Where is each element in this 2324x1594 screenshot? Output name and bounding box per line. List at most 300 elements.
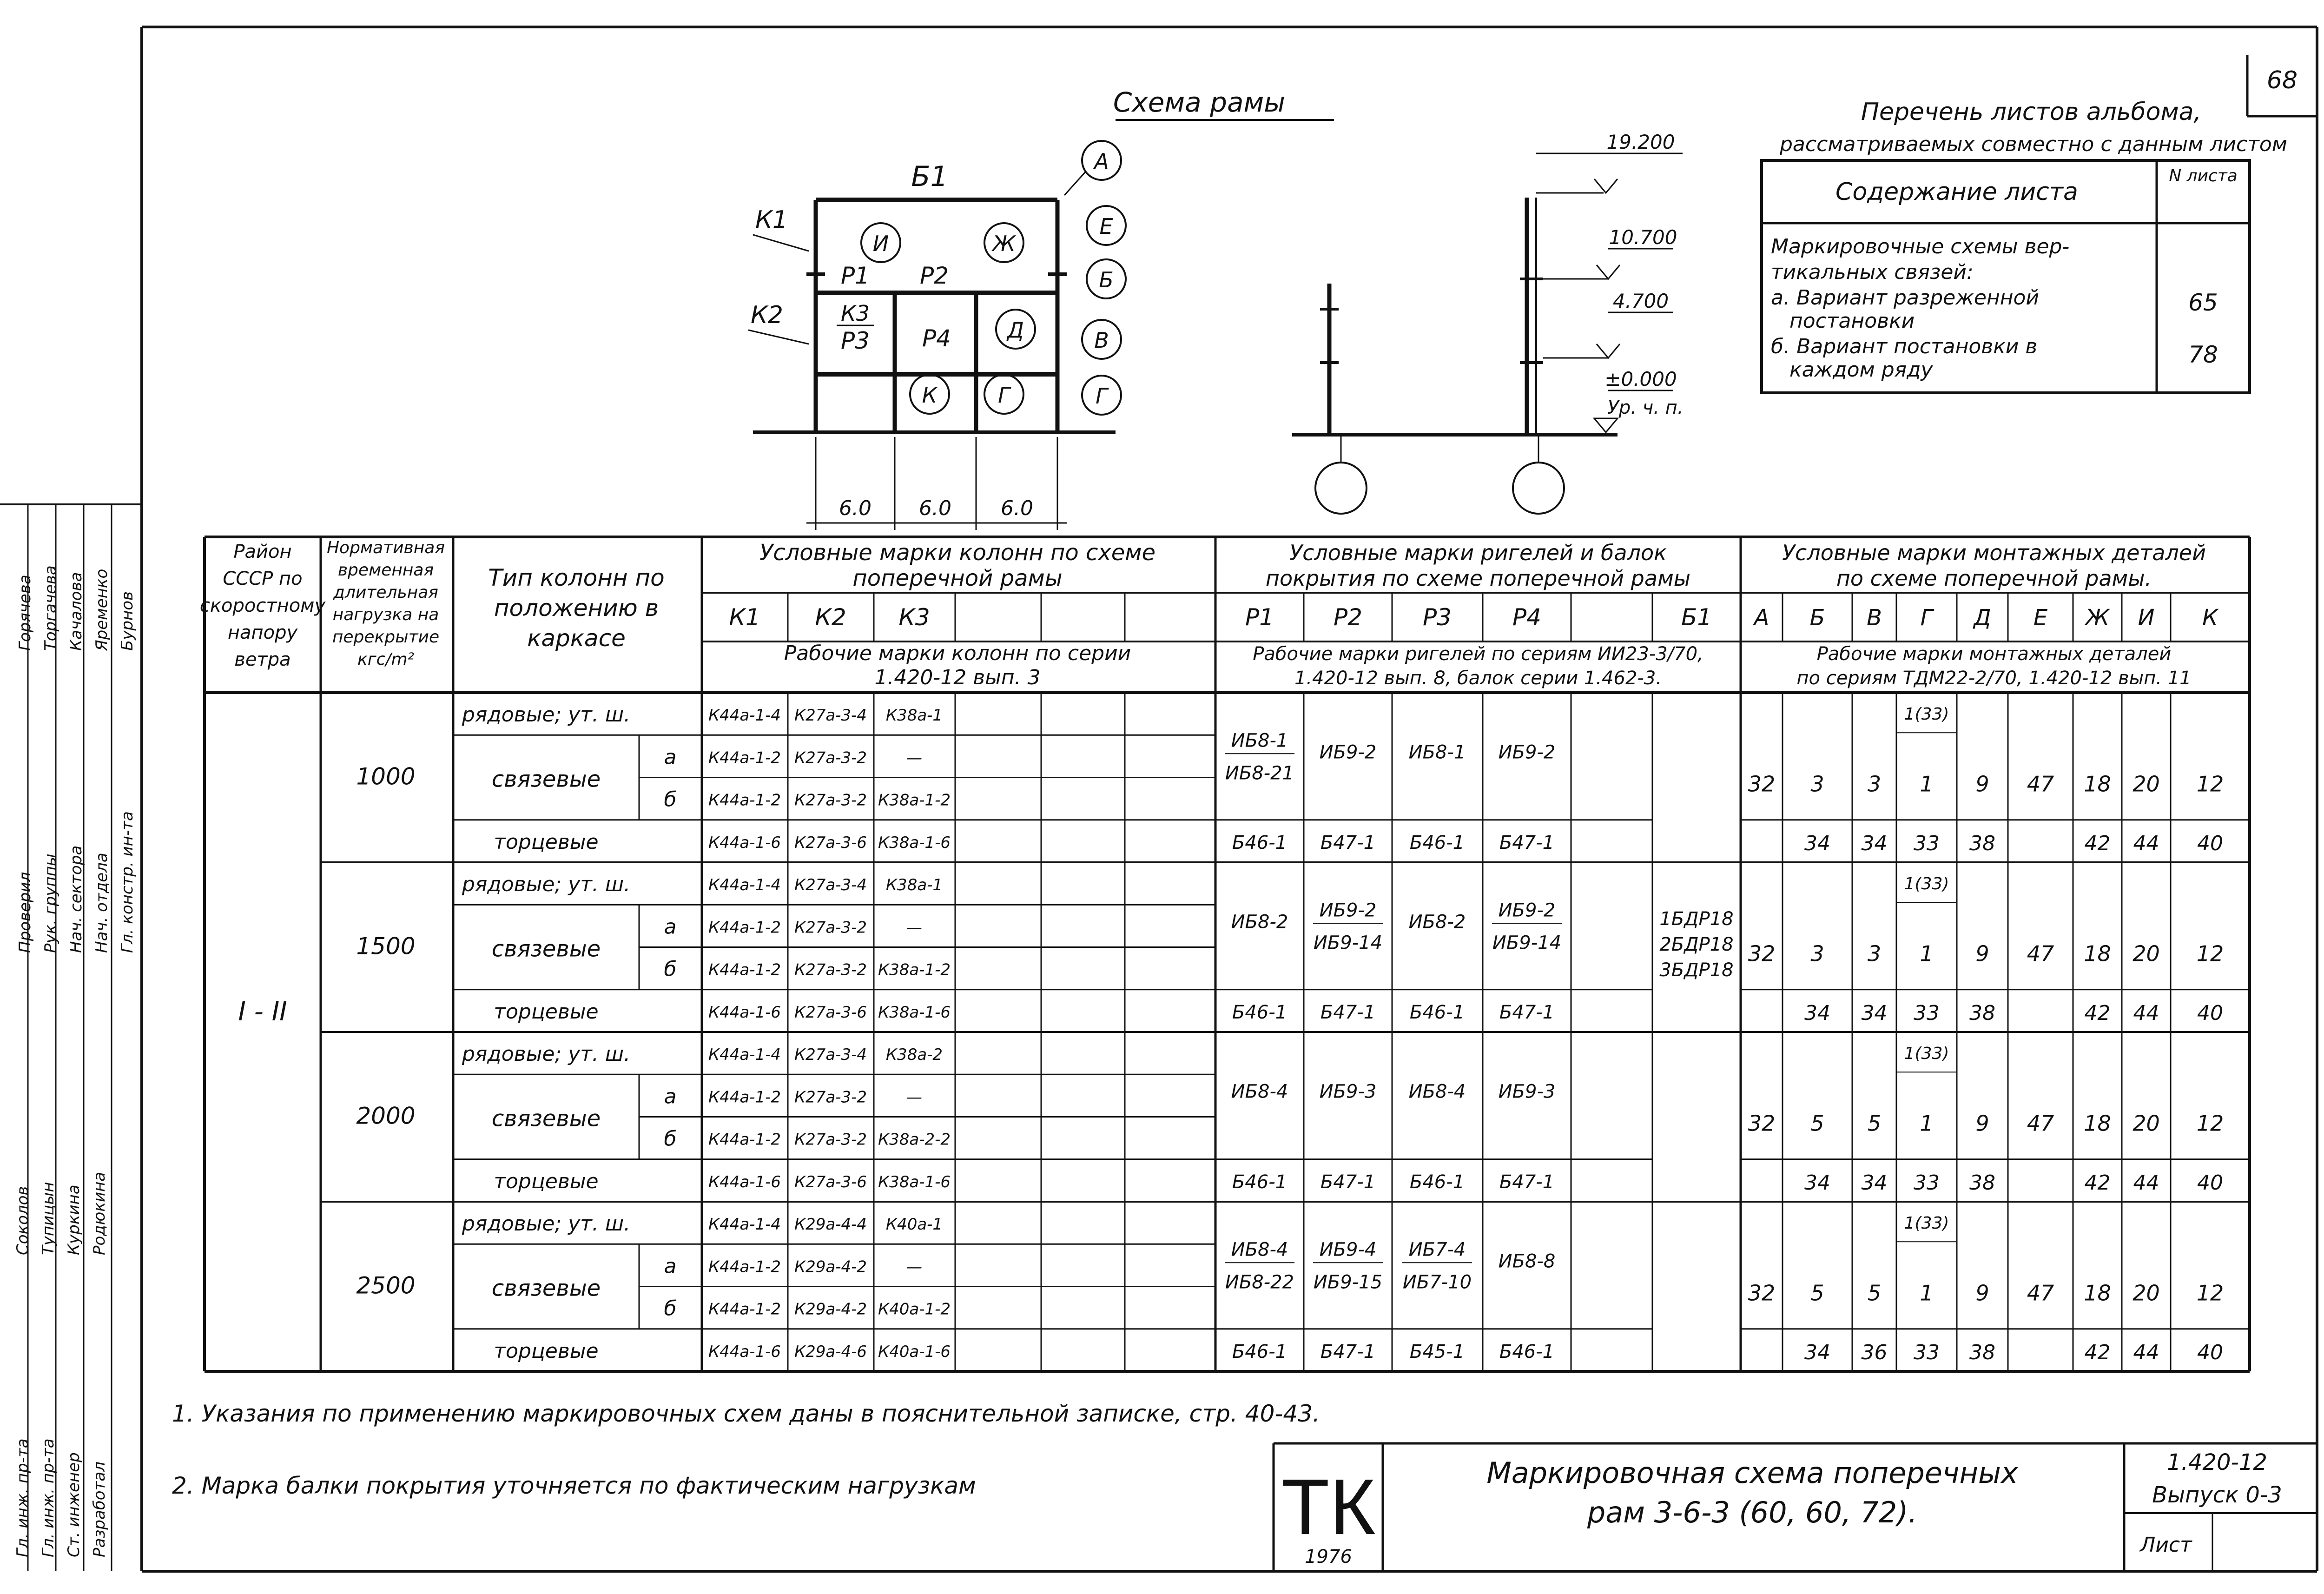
detail-mark: 18	[2084, 941, 2111, 966]
row-type-torc: торцевые	[494, 1169, 599, 1193]
svg-text:В: В	[1094, 328, 1109, 353]
load-value: 2500	[356, 1272, 416, 1299]
stamp-name-2: Родюкина	[90, 1171, 109, 1255]
sheet-list-title-1: Перечень листов альбома,	[1861, 98, 2202, 126]
rigel-torc-mark: Б47-1	[1499, 1171, 1555, 1193]
column-mark: —	[906, 748, 922, 767]
sheet-list-col-content: Содержание листа	[1835, 178, 2078, 206]
rigel-torc-mark: Б47-1	[1320, 1001, 1376, 1023]
header-rigel-key: Б1	[1681, 604, 1712, 631]
axis-circle-a	[1064, 141, 1121, 195]
detail-torc-mark: 40	[2197, 1001, 2223, 1025]
column-mark: К40а-1	[885, 1215, 943, 1234]
column-mark: К29а-4-2	[794, 1300, 867, 1319]
detail-mark: 12	[2196, 1111, 2224, 1136]
detail-mark: 1	[1920, 1111, 1934, 1136]
column-mark: К44а-1-2	[708, 918, 781, 937]
detail-torc-mark: 40	[2197, 831, 2223, 855]
column-mark: К44а-1-2	[708, 1088, 781, 1107]
title-block	[1274, 1443, 2317, 1571]
detail-mark: 9	[1975, 1280, 1989, 1306]
detail-torc-mark: 38	[1969, 831, 1995, 855]
column-mark: К27а-3-2	[794, 1130, 867, 1149]
column-mark: —	[906, 1088, 922, 1107]
node-circle-zh	[984, 223, 1023, 262]
column-mark: К44а-1-4	[708, 876, 781, 894]
rigel-mark: ИБ9-2	[1319, 741, 1377, 763]
detail-torc-mark: 33	[1914, 1171, 1940, 1195]
header-region: напору	[227, 622, 298, 643]
variant-b: б	[664, 1127, 677, 1151]
detail-torc-mark: 34	[1804, 831, 1830, 855]
header-column-series: 1.420-12 вып. 3	[874, 666, 1041, 689]
column-mark: К27а-3-2	[794, 791, 867, 810]
row-type-ryad: рядовые; ут. ш.	[462, 1042, 631, 1066]
detail-mark: 20	[2133, 771, 2160, 797]
header-rigel-marks: Условные марки ригелей и балок	[1289, 540, 1667, 565]
rigel-mark: ИБ9-3	[1319, 1081, 1377, 1103]
load-value: 2000	[356, 1102, 416, 1130]
floor-level-label: Ур. ч. п.	[1607, 397, 1684, 418]
header-col-key: К3	[898, 604, 930, 631]
row-type-svyaz: связевые	[491, 1105, 601, 1132]
svg-text:Б: Б	[1099, 267, 1114, 292]
rigel-mark: ИБ8-2	[1408, 911, 1466, 933]
detail-torc-mark: 44	[2133, 831, 2159, 855]
frame-scheme-title: Схема рамы	[1113, 86, 1286, 118]
column-mark: К44а-1-4	[708, 1045, 781, 1064]
variant-b: б	[664, 1296, 677, 1321]
header-column-series: Рабочие марки колонн по серии	[784, 642, 1131, 665]
stamp-name: Яременко	[92, 569, 111, 651]
span-3: 6.0	[1001, 496, 1033, 520]
rigel-mark: ИБ8-4	[1408, 1081, 1466, 1103]
header-load: перекрытие	[332, 628, 440, 647]
header-region: ветра	[234, 649, 291, 670]
rigel-mark: ИБ7-4	[1408, 1239, 1466, 1261]
detail-mark: 20	[2133, 1280, 2160, 1306]
header-load: кгс/m²	[357, 650, 415, 669]
node-circle-d	[996, 310, 1035, 349]
header-rigel-key: Р3	[1423, 604, 1452, 631]
detail-torc-mark: 42	[2084, 1171, 2111, 1195]
detail-torc-mark: 38	[1969, 1171, 1995, 1195]
rigel-torc-mark: Б47-1	[1320, 1171, 1376, 1193]
rigel-label-k3: К3	[841, 301, 870, 326]
detail-mark: 5	[1867, 1280, 1882, 1306]
rigel-label-r1: Р1	[841, 262, 870, 289]
stamp-role-2: Гл. инж. пр-та	[13, 1438, 32, 1557]
rigel-torc-mark: Б47-1	[1320, 1341, 1376, 1363]
header-detail-series: Рабочие марки монтажных деталей	[1816, 643, 2172, 665]
column-mark: К38а-1-6	[878, 1172, 951, 1191]
rigel-mark-lower: ИБ9-14	[1492, 932, 1562, 954]
beam-mark: 2БДР18	[1659, 934, 1734, 955]
sheet-list	[1762, 98, 2287, 393]
axis-circle-b	[1087, 259, 1126, 298]
stamp-role: Рук. группы	[41, 853, 60, 953]
header-detail-series: по сериям ТДМ22-2/70, 1.420-12 вып. 11	[1796, 668, 2192, 689]
rigel-label-r3: Р3	[841, 327, 870, 354]
axis-circle-g	[1082, 376, 1121, 415]
column-mark: К38а-1-2	[878, 791, 951, 810]
header-detail-key: Б	[1809, 605, 1825, 631]
header-column-marks: поперечной рамы	[852, 565, 1063, 591]
column-mark: К27а-3-2	[794, 748, 867, 767]
rigel-mark-lower: ИБ8-21	[1225, 762, 1294, 784]
detail-mark: 3	[1810, 771, 1824, 797]
detail-torc-mark: 44	[2133, 1171, 2159, 1195]
svg-text:Е: Е	[1099, 214, 1113, 239]
variant-b: б	[664, 787, 677, 812]
detail-torc-mark: 42	[2084, 1340, 2111, 1364]
row-type-svyaz: связевые	[491, 766, 601, 793]
column-mark: К38а-1	[885, 706, 943, 725]
axis-circle-v	[1082, 320, 1121, 359]
detail-mark: 5	[1867, 1111, 1882, 1136]
column-mark: К44а-1-6	[708, 833, 781, 852]
page-number: 68	[2266, 66, 2298, 94]
detail-torc-mark: 34	[1861, 831, 1888, 855]
header-load: временная	[337, 561, 434, 580]
detail-torc-mark: 42	[2084, 831, 2111, 855]
header-column-type: Тип колонн по	[488, 564, 665, 591]
header-load: Нормативная	[326, 538, 445, 557]
column-mark: К44а-1-2	[708, 1130, 781, 1149]
column-mark: К44а-1-4	[708, 1215, 781, 1234]
rigel-torc-mark: Б46-1	[1232, 1171, 1287, 1193]
detail-torc-mark: 40	[2197, 1340, 2223, 1364]
detail-torc-mark: 44	[2133, 1340, 2159, 1364]
svg-text:Г: Г	[1096, 384, 1108, 409]
column-mark: К38а-2-2	[878, 1130, 951, 1149]
rigel-mark-lower: ИБ8-22	[1225, 1271, 1294, 1293]
sheet-list-content-5: б. Вариант постановки в	[1771, 335, 2038, 358]
header-rigel-series: Рабочие марки ригелей по сериям ИИ23-3/70,	[1253, 643, 1703, 665]
svg-text:Г: Г	[998, 383, 1010, 408]
detail-mark: 12	[2196, 771, 2224, 797]
rigel-mark: ИБ8-8	[1498, 1250, 1556, 1272]
column-label-k2: К2	[750, 301, 784, 329]
beam-mark: 1БДР18	[1659, 908, 1734, 930]
section-view	[1292, 131, 1684, 514]
column-mark: К38а-2	[885, 1045, 943, 1064]
detail-mark: 9	[1975, 1111, 1989, 1136]
rigel-torc-mark: Б46-1	[1232, 1001, 1287, 1023]
detail-mark: 47	[2027, 941, 2054, 966]
column-mark: —	[906, 918, 922, 937]
column-mark: К40а-1-6	[878, 1342, 951, 1361]
node-circle-k	[910, 375, 949, 414]
detail-mark: 18	[2084, 1280, 2111, 1306]
rigel-mark: ИБ9-2	[1498, 741, 1556, 763]
header-region: СССР по	[223, 568, 303, 589]
rigel-torc-mark: Б46-1	[1232, 832, 1287, 853]
rigel-torc-mark: Б46-1	[1409, 1001, 1465, 1023]
header-rigel-marks: покрытия по схеме поперечной рамы	[1265, 566, 1691, 591]
column-mark: К44а-1-4	[708, 706, 781, 725]
detail-mark: 20	[2133, 941, 2160, 966]
sheet-list-col-sheet: N листа	[2169, 166, 2238, 185]
header-rigel-key: Р1	[1245, 604, 1274, 631]
rigel-mark: ИБ9-2	[1319, 900, 1377, 921]
variant-a: а	[664, 1085, 677, 1109]
detail-torc-mark: 40	[2197, 1171, 2223, 1195]
header-rigel-key: Р4	[1512, 604, 1541, 631]
stamp-name: Горячева	[16, 575, 34, 651]
detail-torc-mark: 34	[1861, 1171, 1888, 1195]
rigel-label-r2: Р2	[920, 262, 949, 289]
svg-text:И: И	[872, 231, 889, 256]
rigel-mark: ИБ8-1	[1231, 730, 1288, 752]
detail-torc-mark: 33	[1914, 831, 1940, 855]
rigel-mark: ИБ8-4	[1231, 1239, 1288, 1261]
load-value: 1000	[356, 763, 416, 790]
column-mark: К44а-1-6	[708, 1342, 781, 1361]
rigel-torc-mark: Б45-1	[1409, 1341, 1465, 1363]
svg-text:А: А	[1094, 149, 1109, 174]
note-1: 1. Указания по применению маркировочных схем даны в пояснительной записке, стр. 40-43.	[172, 1400, 1320, 1427]
approval-stamp	[0, 504, 142, 1571]
rigel-mark-lower: ИБ9-14	[1313, 932, 1383, 954]
header-rigel-key: Р2	[1334, 604, 1362, 631]
stamp-name-2: Куркина	[65, 1184, 83, 1255]
header-column-type: каркасе	[527, 625, 626, 652]
detail-mark: 32	[1748, 1111, 1776, 1136]
stamp-name: Торгачева	[41, 565, 60, 651]
stamp-role-2: Ст. инженер	[65, 1452, 83, 1557]
rigel-label-r4: Р4	[922, 325, 951, 352]
header-load: длительная	[333, 583, 438, 602]
variant-a: а	[664, 745, 677, 769]
rigel-torc-mark: Б47-1	[1499, 1001, 1555, 1023]
detail-mark: 47	[2027, 1280, 2054, 1306]
detail-mark: 9	[1975, 941, 1989, 966]
row-type-ryad: рядовые; ут. ш.	[462, 1212, 631, 1236]
stamp-role: Нач. отдела	[92, 853, 111, 953]
detail-torc-mark: 36	[1861, 1340, 1888, 1364]
header-detail-key: Е	[2033, 605, 2048, 631]
rigel-torc-mark: Б46-1	[1409, 832, 1465, 853]
series-label: 1.420-12	[2167, 1449, 2267, 1475]
header-col-key: К1	[729, 604, 760, 631]
sheet-label: Лист	[2140, 1533, 2192, 1557]
header-detail-key: К	[2202, 605, 2218, 631]
column-mark: К27а-3-2	[794, 960, 867, 979]
column-mark: К29а-4-6	[794, 1342, 867, 1361]
detail-mark: 5	[1810, 1280, 1824, 1306]
detail-torc-mark: 44	[2133, 1001, 2159, 1025]
title-line-1: Маркировочная схема поперечных	[1486, 1456, 2018, 1490]
column-mark: К40а-1-2	[878, 1300, 951, 1319]
header-column-type: положению в	[494, 595, 659, 622]
sheet-list-content-6: каждом ряду	[1789, 358, 1933, 382]
detail-torc-mark: 34	[1861, 1001, 1888, 1025]
stamp-role-2: Гл. инж. пр-та	[39, 1438, 58, 1557]
title-line-2: рам 3-6-3 (60, 60, 72).	[1587, 1495, 1918, 1529]
beam-label: Б1	[911, 160, 948, 193]
elevation-zero: ±0.000	[1604, 368, 1677, 390]
column-mark: К38а-1	[885, 876, 943, 894]
row-type-ryad: рядовые; ут. ш.	[462, 873, 631, 896]
column-mark: К29а-4-2	[794, 1257, 867, 1277]
column-mark: К29а-4-4	[794, 1215, 867, 1234]
sheet-list-content-1: Маркировочные схемы вер-	[1771, 235, 2070, 258]
rigel-mark: ИБ9-2	[1498, 900, 1556, 921]
detail-mark: 3	[1867, 771, 1882, 797]
rigel-mark: ИБ8-2	[1231, 911, 1288, 933]
header-detail-key: Г	[1920, 605, 1933, 631]
sheet-list-title-2: рассматриваемых совместно с данным листом	[1780, 132, 2287, 156]
stamp-name-2: Соколов	[13, 1186, 32, 1255]
column-mark: К27а-3-4	[794, 706, 867, 725]
sheet-list-sheet-a: 65	[2188, 289, 2218, 316]
rigel-torc-mark: Б46-1	[1499, 1341, 1555, 1363]
column-mark: К44а-1-2	[708, 1257, 781, 1277]
rigel-mark: ИБ8-1	[1408, 741, 1466, 763]
span-2: 6.0	[919, 496, 951, 520]
load-value: 1500	[356, 933, 416, 960]
row-type-svyaz: связевые	[491, 936, 601, 962]
svg-text:К: К	[922, 383, 938, 408]
page-number-box	[2247, 55, 2317, 116]
svg-text:Д: Д	[1007, 317, 1024, 343]
note-2: 2. Марка балки покрытия уточняется по фактическим нагрузкам	[172, 1472, 976, 1499]
row-type-torc: торцевые	[494, 830, 599, 854]
beam-mark: 3БДР18	[1659, 959, 1734, 981]
header-detail-key: В	[1867, 605, 1882, 631]
stamp-role: Проверил	[16, 872, 34, 953]
header-col-key: К2	[815, 604, 846, 631]
elevation-10700: 10.700	[1609, 226, 1677, 249]
stamp-name-2: Тупицын	[39, 1182, 58, 1255]
sheet-list-content-4: постановки	[1789, 309, 1915, 333]
row-type-torc: торцевые	[494, 1339, 599, 1363]
issue-label: Выпуск 0-3	[2152, 1482, 2282, 1508]
detail-torc-mark: 34	[1804, 1171, 1830, 1195]
detail-mark: 47	[2027, 1111, 2054, 1136]
detail-torc-mark: 42	[2084, 1001, 2111, 1025]
rigel-mark: ИБ8-4	[1231, 1081, 1288, 1103]
detail-mark: 32	[1748, 771, 1776, 797]
column-mark: К38а-1-6	[878, 1003, 951, 1022]
stamp-text	[13, 565, 137, 1557]
frame-scheme	[748, 86, 1334, 530]
span-dimensions	[806, 437, 1067, 530]
detail-mark: 3	[1867, 941, 1882, 966]
node-circle-i	[861, 223, 900, 262]
rigel-torc-mark: Б47-1	[1499, 832, 1555, 853]
row-type-ryad: рядовые; ут. ш.	[462, 703, 631, 727]
axis-circle-e	[1087, 206, 1126, 245]
column-mark: К44а-1-2	[708, 748, 781, 767]
detail-mark: 32	[1748, 1280, 1776, 1306]
detail-note: 1(33)	[1904, 705, 1949, 724]
detail-mark: 18	[2084, 771, 2111, 797]
stamp-role: Нач. сектора	[67, 845, 86, 953]
header-detail-marks: по схеме поперечной рамы.	[1836, 566, 2152, 591]
svg-text:Ж: Ж	[992, 231, 1016, 256]
rigel-torc-mark: Б46-1	[1409, 1171, 1465, 1193]
detail-torc-mark: 38	[1969, 1340, 1995, 1364]
header-detail-key: Ж	[2085, 605, 2110, 631]
detail-torc-mark: 34	[1804, 1340, 1830, 1364]
title-year: 1976	[1305, 1546, 1352, 1568]
detail-torc-mark: 33	[1914, 1340, 1940, 1364]
column-mark: —	[906, 1257, 922, 1277]
detail-mark: 20	[2133, 1111, 2160, 1136]
logo-tk: ТК	[1281, 1463, 1376, 1551]
stamp-role: Гл. констр. ин-та	[118, 811, 137, 953]
stamp-role-2: Разработал	[90, 1462, 109, 1557]
elevation-4700: 4.700	[1612, 290, 1669, 312]
column-mark: К44а-1-2	[708, 960, 781, 979]
rigel-torc-mark: Б46-1	[1232, 1341, 1287, 1363]
elevation-19200: 19.200	[1606, 131, 1675, 153]
detail-torc-mark: 34	[1804, 1001, 1830, 1025]
notes	[172, 1400, 1320, 1499]
header-detail-key: И	[2138, 605, 2155, 631]
row-type-torc: торцевые	[494, 999, 599, 1024]
rigel-mark: ИБ9-3	[1498, 1081, 1556, 1103]
variant-b: б	[664, 957, 677, 981]
detail-mark: 12	[2196, 941, 2224, 966]
header-detail-marks: Условные марки монтажных деталей	[1782, 540, 2206, 565]
detail-note: 1(33)	[1904, 1214, 1949, 1233]
column-mark: К38а-1-6	[878, 833, 951, 852]
detail-mark: 32	[1748, 941, 1776, 966]
detail-mark: 1	[1920, 1280, 1934, 1306]
header-region: скоростному	[199, 595, 326, 616]
rigel-torc-mark: Б47-1	[1320, 832, 1376, 853]
rigel-mark-lower: ИБ7-10	[1402, 1271, 1472, 1293]
variant-a: а	[664, 915, 677, 939]
column-mark: К44а-1-2	[708, 791, 781, 810]
column-label-k1: К1	[755, 206, 788, 234]
detail-mark: 1	[1920, 771, 1934, 797]
sheet-list-content-2: тикальных связей:	[1771, 260, 1974, 284]
detail-torc-mark: 33	[1914, 1001, 1940, 1025]
column-mark: К44а-1-2	[708, 1300, 781, 1319]
header-load: нагрузка на	[332, 605, 439, 624]
stamp-name: Бурнов	[118, 591, 137, 651]
header-detail-key: Д	[1974, 605, 1991, 631]
header-column-marks: Условные марки колонн по схеме	[759, 540, 1156, 566]
detail-mark: 12	[2196, 1280, 2224, 1306]
column-mark: К27а-3-6	[794, 1172, 867, 1191]
header-detail-key: А	[1754, 605, 1769, 631]
marking-table	[200, 537, 2250, 1371]
rigel-mark-lower: ИБ9-15	[1313, 1271, 1383, 1293]
detail-torc-mark: 38	[1969, 1001, 1995, 1025]
column-mark: К27а-3-6	[794, 1003, 867, 1022]
detail-note: 1(33)	[1904, 1044, 1949, 1063]
variant-a: а	[664, 1254, 677, 1278]
header-region: Район	[233, 541, 292, 562]
column-mark: К27а-3-6	[794, 833, 867, 852]
sheet-frame	[142, 27, 2317, 1571]
row-type-svyaz: связевые	[491, 1275, 601, 1302]
column-mark: К27а-3-2	[794, 918, 867, 937]
span-1: 6.0	[839, 496, 872, 520]
sheet-list-content-3: а. Вариант разреженной	[1771, 286, 2040, 310]
detail-mark: 9	[1975, 771, 1989, 797]
column-mark: К27а-3-4	[794, 876, 867, 894]
column-mark: К27а-3-2	[794, 1088, 867, 1107]
detail-mark: 3	[1810, 941, 1824, 966]
detail-note: 1(33)	[1904, 874, 1949, 893]
detail-mark: 1	[1920, 941, 1934, 966]
